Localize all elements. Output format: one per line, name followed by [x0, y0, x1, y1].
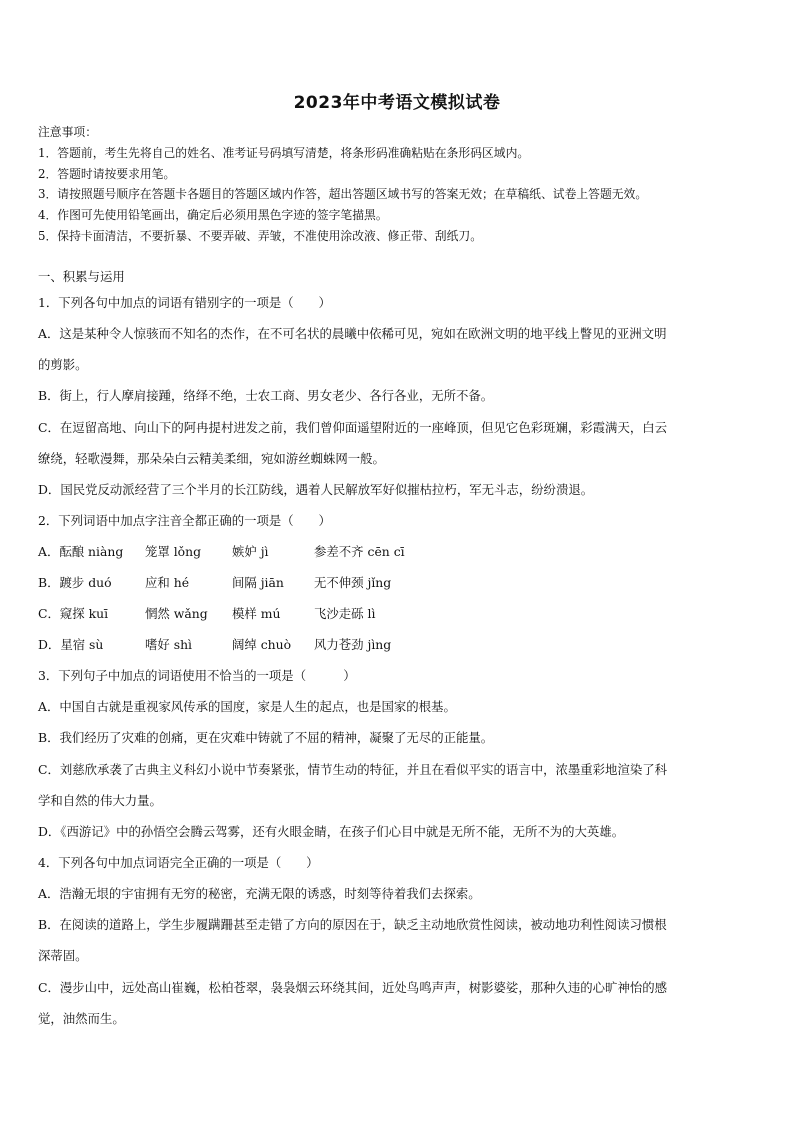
notice-heading: 注意事项： — [38, 125, 97, 139]
option-item: 间隔 jiān — [232, 575, 284, 590]
option-item: A．酝酿 niàng — [38, 544, 124, 559]
option-c-cont: 学和自然的伟大力量。 — [38, 793, 162, 808]
option-item: B．踱步 duó — [38, 575, 112, 590]
option-item: 无不伸颈 jǐng — [314, 575, 392, 590]
option-c: C．在逗留高地、向山下的阿冉提村进发之前，我们曾仰面遥望附近的一座峰顶，但见它色彩斑斓，彩霞满天，白云 — [38, 420, 668, 435]
option-item: 风力苍劲 jìng — [314, 637, 392, 652]
option-a: A．中国自古就是重视家风传承的国度，家是人生的起点，也是国家的根基。 — [38, 699, 456, 714]
notice-item: 2．答题时请按要求用笔。 — [38, 167, 176, 181]
question-stem: 1．下列各句中加点的词语有错别字的一项是（ ） — [38, 295, 331, 310]
option-a-cont: 的剪影。 — [38, 357, 88, 372]
notice-item: 1．答题前，考生先将自己的姓名、准考证号码填写清楚，将条形码准确粘贴在条形码区域内。 — [38, 146, 530, 160]
option-b: B．街上，行人摩肩接踵，络绎不绝，士农工商、男女老少、各行各业，无所不备。 — [38, 388, 494, 403]
question-stem: 4．下列各句中加点词语完全正确的一项是（ ） — [38, 855, 319, 870]
option-b: B．我们经历了灾难的创痛，更在灾难中铸就了不屈的精神，凝聚了无尽的正能量。 — [38, 730, 494, 745]
option-b: B．在阅读的道路上，学生步履蹒跚甚至走错了方向的原因在于，缺乏主动地欣赏性阅读，被动地功利性阅读习惯根 — [38, 917, 667, 932]
option-d: D．《西游记》中的孙悟空会腾云驾雾，还有火眼金睛，在孩子们心目中就是无所不能，无所不为的大英雄。 — [38, 824, 625, 839]
option-c-cont: 缭绕，轻歌漫舞，那朵朵白云精美柔细，宛如游丝蜘蛛网一般。 — [38, 451, 385, 466]
option-d: D．国民党反动派经营了三个半月的长江防线，遇着人民解放军好似摧枯拉朽，军无斗志，纷纷溃退。 — [38, 482, 594, 497]
exam-title: 2023年中考语文模拟试卷 — [293, 93, 501, 113]
option-item: 嫉妒 jì — [232, 544, 269, 559]
notice-item: 3．请按照题号顺序在答题卡各题目的答题区域内作答，超出答题区域书写的答案无效；在草稿纸、试卷上答题无效。 — [38, 187, 648, 201]
option-item: D．星宿 sù — [38, 637, 104, 652]
question-stem: 2．下列词语中加点字注音全都正确的一项是（ ） — [38, 513, 331, 528]
option-item: 笼罩 lǒng — [145, 544, 202, 559]
option-c-cont: 觉，油然而生。 — [38, 1011, 125, 1026]
option-item: 阔绰 chuò — [232, 637, 292, 652]
option-item: 应和 hé — [145, 575, 190, 590]
option-item: 嗜好 shì — [145, 637, 193, 652]
option-b-cont: 深蒂固。 — [38, 948, 88, 963]
notice-item: 5．保持卡面清洁，不要折暴、不要弄破、弄皱，不准使用涂改液、修正带、刮纸刀。 — [38, 229, 482, 243]
option-c: C．刘慈欣承袭了古典主义科幻小说中节奏紧张，情节生动的特征，并且在看似平实的语言中，浓墨重彩地渲染了科 — [38, 762, 668, 777]
option-item: 模样 mú — [232, 606, 281, 621]
question-stem: 3．下列句子中加点的词语使用不恰当的一项是（ ） — [38, 668, 356, 683]
option-c: C．漫步山中，远处高山崔巍，松柏苍翠，袅袅烟云环绕其间，近处鸟鸣声声，树影婆娑，那种久违的心旷神怡的感 — [38, 980, 668, 995]
option-a: A．这是某种令人惊骇而不知名的杰作，在不可名状的晨曦中依稀可见，宛如在欧洲文明的地平线上瞥见的亚洲文明 — [38, 326, 667, 341]
option-item: C．窥探 kuī — [38, 606, 109, 621]
option-item: 参差不齐 cēn cī — [314, 544, 405, 559]
notice-item: 4．作图可先使用铅笔画出，确定后必须用黑色字迹的签字笔描黑。 — [38, 208, 388, 222]
option-item: 惘然 wǎng — [145, 606, 208, 621]
option-a: A．浩瀚无垠的宇宙拥有无穷的秘密，充满无限的诱惑，时刻等待着我们去探索。 — [38, 886, 481, 901]
option-item: 飞沙走砾 lì — [314, 606, 376, 621]
section-heading: 一、积累与运用 — [38, 269, 125, 284]
